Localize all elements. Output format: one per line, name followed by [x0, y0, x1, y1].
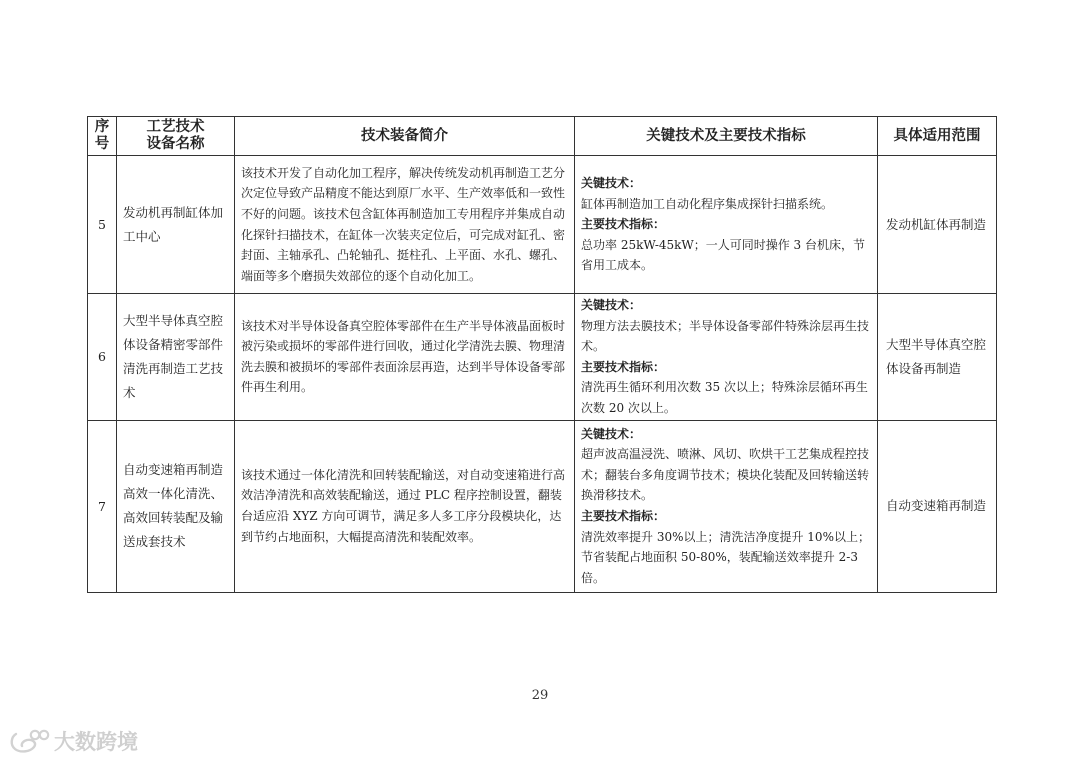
weibo-logo-icon: [8, 728, 50, 754]
key-tech-text: 超声波高温浸洗、喷淋、风切、吹烘干工艺集成程控技术；翻装台多角度调节技术；模块化装配及回转输送转换滑移技术。: [581, 447, 870, 503]
key-tech-label: 关键技术：: [581, 426, 642, 441]
row-name: 发动机再制缸体加工中心: [117, 156, 235, 294]
indicator-label: 主要技术指标：: [581, 217, 666, 232]
technology-table: [87, 116, 997, 593]
indicator-label: 主要技术指标：: [581, 509, 666, 524]
row-scope: 大型半导体真空腔体设备再制造: [878, 294, 997, 421]
table-row: [88, 156, 997, 294]
watermark: [8, 728, 138, 754]
key-tech-label: 关键技术：: [581, 298, 642, 312]
header-scope: 具体适用范围: [878, 117, 997, 156]
indicator-label: 主要技术指标：: [581, 359, 666, 374]
row-number: 5: [88, 156, 117, 294]
row-description: 该技术开发了自动化加工程序，解决传统发动机再制造工艺分次定位导致产品精度不能达到原厂水平、生产效率低和一致性不好的问题。该技术包含缸体再制造加工专用程序并集成自动化探针扫描技术，在缸体一次装夹定位后，可完成对缸孔、密封面、主轴承孔、凸轮轴孔、挺柱孔、上平面、水孔、螺孔、端面等多个磨损失效部位的逐个自动化加工。: [235, 156, 575, 294]
table-row: [88, 420, 997, 592]
row-name: 自动变速箱再制造高效一体化清洗、高效回转装配及输送成套技术: [117, 420, 235, 592]
header-name: 工艺技术 设备名称: [117, 117, 235, 156]
header-key: 关键技术及主要技术指标: [575, 117, 878, 156]
page-number: 29: [531, 688, 549, 703]
row-number: 7: [88, 420, 117, 592]
row-name: 大型半导体真空腔体设备精密零部件清洗再制造工艺技术: [117, 294, 235, 421]
indicator-text: 总功率 25kW-45kW；一人可同时操作 3 台机床，节省用工成本。: [581, 237, 866, 273]
row-description: 该技术对半导体设备真空腔体零部件在生产半导体液晶面板时被污染或损坏的零部件进行回收，通过化学清洗去膜、物理清洗去膜和被损坏的零部件表面涂层再造，达到半导体设备零部件再生利用。: [235, 294, 575, 421]
table-row: [88, 294, 997, 421]
row-key-tech: [575, 156, 878, 294]
key-tech-text: 物理方法去膜技术；半导体设备零部件特殊涂层再生技术。: [581, 318, 870, 354]
row-key-tech: [575, 420, 878, 592]
row-key-tech: [575, 294, 878, 421]
header-no: 序 号: [88, 117, 117, 156]
watermark-text: 大数跨境: [54, 730, 138, 754]
indicator-text: 清洗再生循环利用次数 35 次以上；特殊涂层循环再生次数 20 次以上。: [581, 380, 868, 415]
header-desc: 技术装备简介: [235, 117, 575, 156]
indicator-text: 清洗效率提升 30%以上；清洗洁净度提升 10%以上；节省装配占地面积 50-80%，装配输送效率提升 2-3 倍。: [581, 529, 870, 585]
row-description: 该技术通过一体化清洗和回转装配输送，对自动变速箱进行高效洁净清洗和高效装配输送，通过 PLC 程序控制设置，翻装台适应沿 XYZ 方向可调节，满足多人多工序分段模块化，达到节约占地面积，大幅提高清洗和装配效率。: [235, 420, 575, 592]
key-tech-label: 关键技术：: [581, 176, 642, 191]
row-number: 6: [88, 294, 117, 421]
row-scope: 发动机缸体再制造: [878, 156, 997, 294]
row-scope: 自动变速箱再制造: [878, 420, 997, 592]
key-tech-text: 缸体再制造加工自动化程序集成探针扫描系统。: [581, 196, 834, 211]
table-header-row: [88, 117, 997, 156]
